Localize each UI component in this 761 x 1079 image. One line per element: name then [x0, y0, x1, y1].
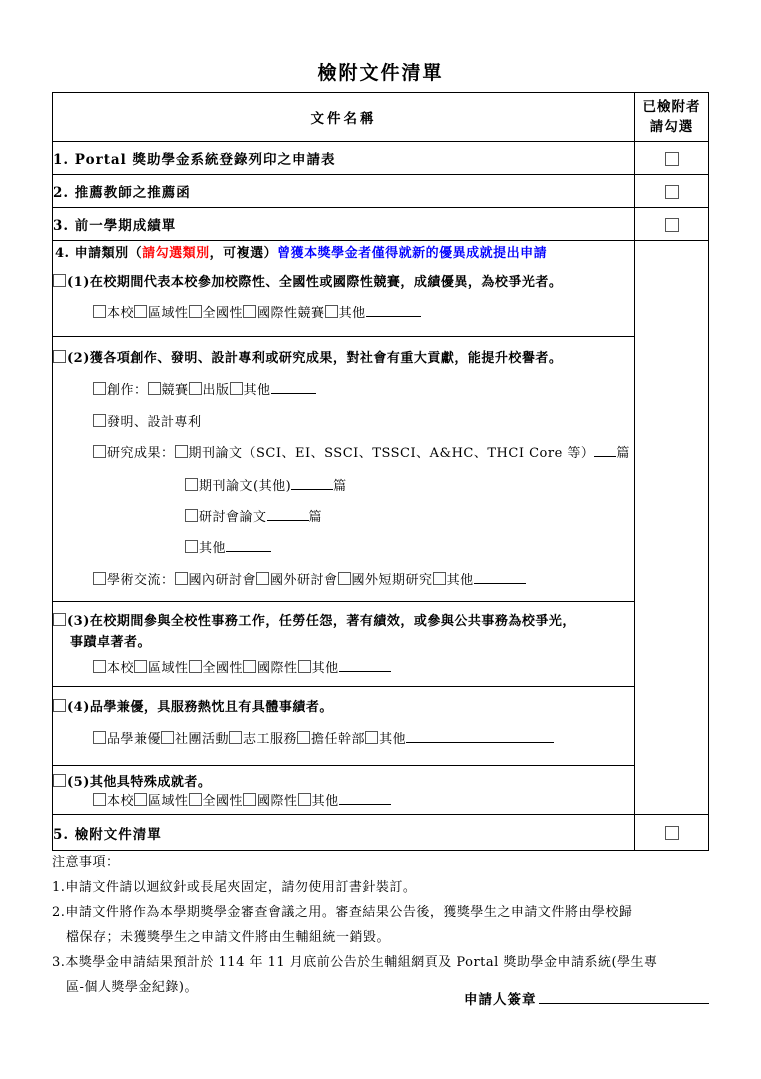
cat4-opt-label: 擔任幹部 [311, 732, 366, 747]
cat5-opt-label: 其他 [311, 794, 339, 809]
category-4-checkbox[interactable] [53, 699, 66, 712]
category-1-options [53, 299, 634, 329]
creation-other-blank[interactable] [271, 383, 316, 394]
cat5-opt-label: 國際性 [257, 794, 298, 809]
category-section-row [53, 241, 709, 815]
cat3-opt-checkbox[interactable] [189, 660, 202, 673]
cat4-other-blank[interactable] [406, 732, 554, 743]
note-item-3: 3.本獎學金申請結果預計於 114 年 11 月底前公告於生輔組網頁及 Portal 獎助學金申請系統(學生專 [52, 955, 658, 970]
cat1-opt-label: 本校 [107, 306, 135, 321]
signature-area [464, 988, 709, 1008]
category-check-cell-empty [635, 241, 709, 815]
cat5-opt-checkbox[interactable] [93, 793, 106, 806]
cat3-opt-label: 國際性 [257, 661, 298, 676]
cat5-opt-label: 全國性 [202, 794, 244, 809]
category-2-checkbox[interactable] [53, 350, 66, 363]
cat3-opt-checkbox[interactable] [243, 660, 256, 673]
category-3-label-line2: 事蹟卓著者。 [70, 635, 152, 650]
journal-count-blank[interactable] [594, 446, 616, 457]
cat2-patent-line [53, 413, 634, 444]
notes-section [52, 850, 712, 1000]
cat2-conference-line [53, 508, 634, 539]
academic-opt-checkbox[interactable] [433, 572, 446, 585]
attached-checkbox-2[interactable] [665, 185, 679, 199]
patent-checkbox[interactable] [93, 414, 106, 427]
category-2-label: (2)獲各項創作、發明、設計專利或研究成果，對社會有重大貢獻，能提升校譽者。 [67, 351, 563, 366]
cat4-opt-checkbox[interactable] [297, 731, 310, 744]
cat5-opt-label: 本校 [107, 794, 135, 809]
creation-opt-checkbox[interactable] [230, 382, 243, 395]
conference-unit: 篇 [308, 510, 323, 525]
cat5-opt-label: 區域性 [148, 794, 189, 809]
note-item-1: 1.申請文件請以迴紋針或長尾夾固定，請勿使用訂書針裝訂。 [52, 880, 417, 895]
academic-other-blank[interactable] [474, 573, 526, 584]
note-item-3-cont: 區-個人獎學金紀錄)。 [66, 980, 198, 995]
checklist-row-2 [53, 175, 709, 208]
cat4-opt-label: 社團活動 [175, 732, 230, 747]
attached-checkbox-5[interactable] [665, 826, 679, 840]
patent-label: 發明、設計專利 [107, 415, 202, 430]
academic-opt-checkbox[interactable] [175, 572, 188, 585]
cat3-opt-checkbox[interactable] [93, 660, 106, 673]
category-4-label: (4)品學兼優，具服務熱忱且有具體事績者。 [67, 700, 333, 715]
creation-opt-label: 出版 [202, 383, 230, 398]
header-check-column [635, 93, 709, 142]
cat1-opt-label: 全國性 [202, 306, 244, 321]
item-label-transcript: 3. 前一學期成績單 [53, 208, 635, 241]
page-title: 檢附文件清單 [317, 62, 444, 84]
cat1-opt-label: 區域性 [148, 306, 189, 321]
category-5-label-line [53, 766, 634, 792]
category-4-options [53, 727, 634, 753]
header-check-line2: 請勾選 [649, 119, 694, 135]
research-label: 研究成果： [107, 446, 175, 461]
creation-label: 創作： [107, 383, 148, 398]
creation-opt-checkbox[interactable] [189, 382, 202, 395]
cat3-opt-checkbox[interactable] [298, 660, 311, 673]
cat4-opt-checkbox[interactable] [365, 731, 378, 744]
category-5-block [53, 766, 634, 814]
notes-heading: 注意事項： [52, 855, 120, 870]
category-3-options [53, 654, 634, 680]
academic-label: 學術交流： [107, 573, 175, 588]
note-item-2-cont: 檔保存；未獲獎學生之申請文件將由生輔組統一銷毀。 [66, 930, 391, 945]
cat1-opt-checkbox[interactable] [189, 305, 202, 318]
cat4-opt-label: 其他 [379, 732, 407, 747]
cat2-creation-line [53, 381, 634, 413]
cat1-other-blank[interactable] [366, 306, 421, 317]
cat2-journal-other-line [53, 477, 634, 508]
cat1-opt-checkbox[interactable] [93, 305, 106, 318]
conference-count-blank[interactable] [267, 510, 309, 521]
academic-opt-checkbox[interactable] [338, 572, 351, 585]
conference-checkbox[interactable] [185, 509, 198, 522]
cat2-academic-line [53, 571, 634, 591]
cat3-opt-checkbox[interactable] [134, 660, 147, 673]
cat5-opt-checkbox[interactable] [298, 793, 311, 806]
academic-checkbox[interactable] [93, 572, 106, 585]
header-check-line1: 已檢附者 [642, 99, 701, 115]
cat1-opt-label: 其他 [338, 306, 366, 321]
cat1-opt-label: 國際性競賽 [257, 306, 325, 321]
journal-other-count-blank[interactable] [291, 479, 333, 490]
research-other-checkbox[interactable] [185, 540, 198, 553]
academic-opt-label: 其他 [446, 573, 474, 588]
category-4-block [53, 687, 634, 766]
cat2-research-other-line [53, 539, 634, 571]
category-2-label-line [53, 337, 634, 381]
item-label-recommendation-letter: 2. 推薦教師之推薦函 [53, 175, 635, 208]
category-1-block [53, 241, 634, 337]
research-other-label: 其他 [199, 541, 227, 556]
conference-label: 研討會論文 [199, 510, 267, 525]
creation-opt-checkbox[interactable] [148, 382, 161, 395]
cat4-opt-checkbox[interactable] [93, 731, 106, 744]
creation-opt-label: 競賽 [161, 383, 189, 398]
category-3-block [53, 602, 634, 687]
signature-line[interactable] [539, 989, 709, 1004]
document-checklist-table [52, 92, 709, 851]
cat5-opt-checkbox[interactable] [243, 793, 256, 806]
category-5-checkbox[interactable] [53, 774, 66, 787]
creation-opt-label: 其他 [243, 383, 271, 398]
journal-checkbox[interactable] [175, 445, 188, 458]
category-5-options [53, 792, 634, 812]
category-heading-prefix: 4. 申請類別（ [55, 246, 143, 261]
category-heading-blue-note: 曾獲本獎學金者僅得就新的優異成就提出申請 [277, 246, 548, 261]
checklist-row-1 [53, 142, 709, 175]
creation-checkbox[interactable] [93, 382, 106, 395]
academic-opt-checkbox[interactable] [256, 572, 269, 585]
cat4-opt-label: 志工服務 [243, 732, 298, 747]
item-label-checklist: 5. 檢附文件清單 [53, 815, 635, 851]
journal-other-unit: 篇 [333, 479, 347, 494]
cat5-other-blank[interactable] [339, 794, 391, 805]
academic-opt-label: 國外研討會 [270, 573, 338, 588]
checklist-row-3 [53, 208, 709, 241]
category-heading-red: 請勾選類別 [142, 246, 210, 261]
note-item-2: 2.申請文件將作為本學期獎學金審查會議之用。審查結果公告後，獲獎學生之申請文件將由學校歸 [52, 905, 633, 920]
journal-label: 期刊論文（SCI、EI、SSCI、TSSCI、A&HC、THCI Core 等） [188, 446, 595, 461]
category-3-label-line [53, 602, 634, 632]
research-checkbox[interactable] [93, 445, 106, 458]
category-heading [53, 241, 634, 267]
category-3-checkbox[interactable] [53, 613, 66, 626]
cat4-opt-label: 品學兼優 [107, 732, 162, 747]
journal-unit: 篇 [616, 446, 630, 461]
cat1-opt-checkbox[interactable] [134, 305, 147, 318]
attached-checkbox-1[interactable] [665, 152, 679, 166]
checklist-row-5 [53, 815, 709, 851]
cat3-opt-label: 本校 [107, 661, 135, 676]
attached-checkbox-3[interactable] [665, 218, 679, 232]
cat2-research-line [53, 444, 634, 477]
academic-opt-label: 國內研討會 [188, 573, 257, 588]
category-1-label: (1)在校期間代表本校參加校際性、全國性或國際性競賽，成績優異，為校爭光者。 [67, 275, 563, 290]
cat4-opt-checkbox[interactable] [161, 731, 174, 744]
journal-other-label: 期刊論文(其他) [199, 479, 292, 494]
academic-opt-label: 國外短期研究 [351, 573, 433, 588]
cat5-opt-checkbox[interactable] [189, 793, 202, 806]
category-5-label: (5)其他具特殊成就者。 [67, 775, 212, 790]
category-1-label-line [53, 267, 634, 299]
category-1-checkbox[interactable] [53, 274, 66, 287]
cat1-opt-checkbox[interactable] [243, 305, 256, 318]
category-section [53, 241, 635, 815]
category-2-block [53, 337, 634, 602]
category-4-label-line [53, 687, 634, 727]
signature-label: 申請人簽章 [464, 992, 537, 1008]
category-heading-mid: ，可複選） [209, 246, 278, 261]
header-document-name: 文件名稱 [53, 93, 635, 142]
cat5-opt-checkbox[interactable] [134, 793, 147, 806]
cat4-opt-checkbox[interactable] [229, 731, 242, 744]
research-other-blank[interactable] [226, 541, 271, 552]
item-label-application-form: 1. Portal 獎助學金系統登錄列印之申請表 [53, 142, 635, 175]
cat3-opt-label: 區域性 [148, 661, 189, 676]
cat3-opt-label: 全國性 [202, 661, 244, 676]
cat3-other-blank[interactable] [339, 661, 391, 672]
journal-other-checkbox[interactable] [185, 478, 198, 491]
cat3-opt-label: 其他 [311, 661, 339, 676]
category-3-label-line1: (3)在校期間參與全校性事務工作，任勞任怨，著有績效，或參與公共事務為校爭光， [67, 614, 576, 629]
cat1-opt-checkbox[interactable] [325, 305, 338, 318]
